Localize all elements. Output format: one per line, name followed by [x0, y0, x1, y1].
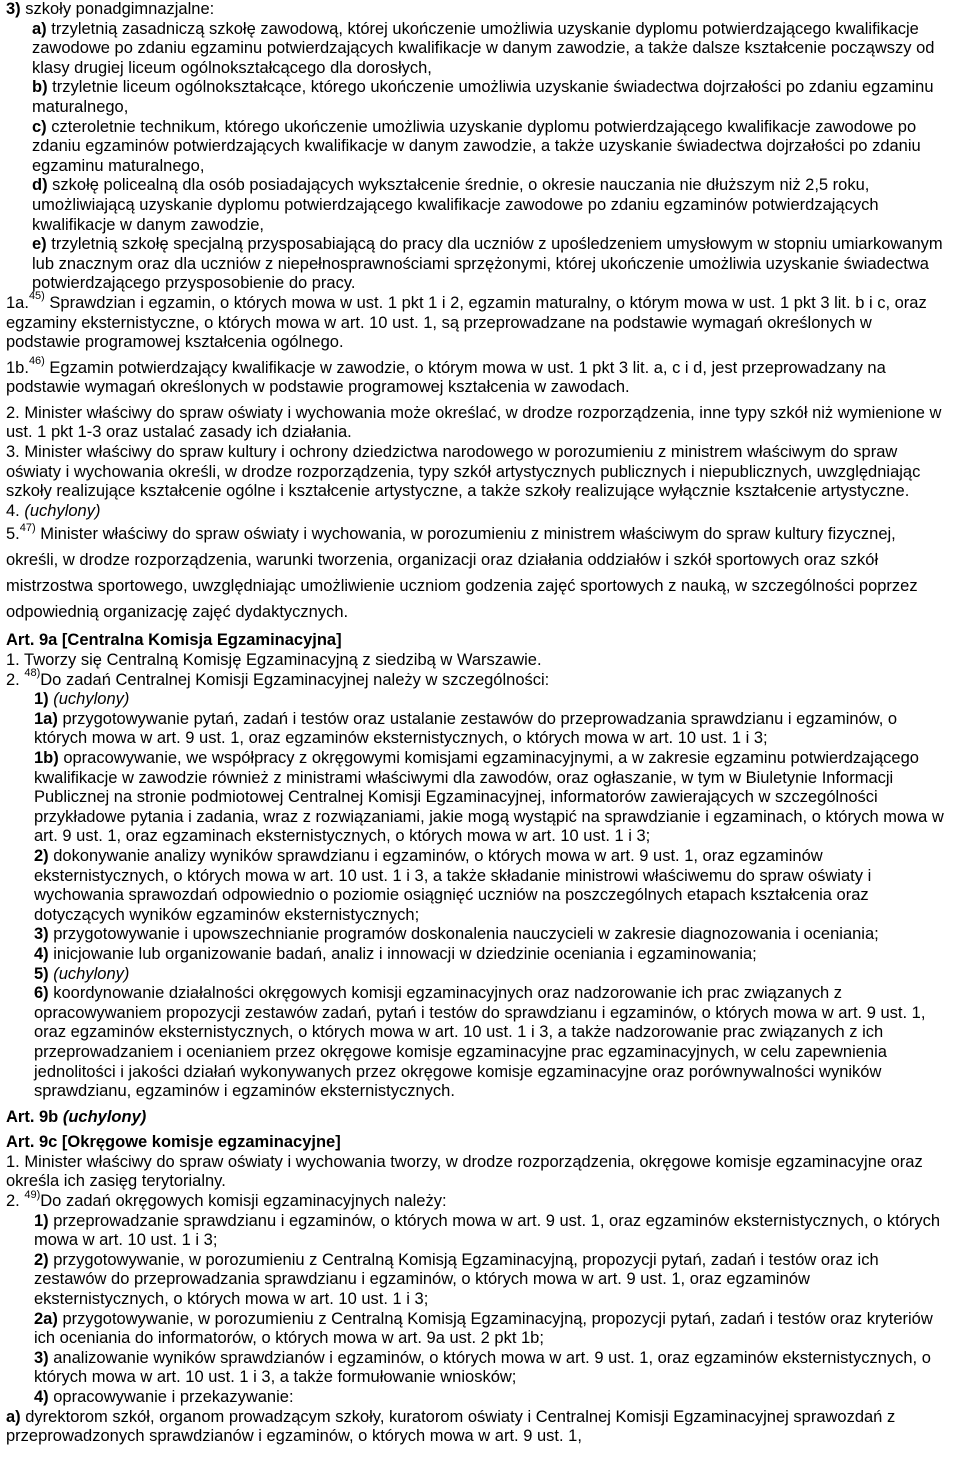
- item-label: 3): [6, 0, 21, 18]
- item-text: trzyletnie liceum ogólnokształcące, którego ukończenie umożliwia uzyskanie świadectwa dojrzałości po zdaniu egzaminu maturalnego,: [32, 78, 934, 116]
- paragraph-2: 2. Minister właściwy do spraw oświaty i wychowania może określać, w drodze rozporządzenia, inne typy szkół niż wymienione w ust. 1 pkt 1-3 oraz ustalać zasady ich działania.: [6, 403, 942, 442]
- art9a-tasks-list: [6, 690, 946, 1101]
- item-text: analizowanie wyników sprawdzianów i egzaminów, o których mowa w art. 9 ust. 1, oraz egzaminów eksternistycznych, o których mowa w art. 10 ust. 1 i 3, a także formułowanie wniosków;: [34, 1348, 931, 1387]
- footnote-ref[interactable]: 45): [28, 290, 45, 303]
- item-label: 1): [34, 690, 49, 709]
- list-item: [6, 118, 946, 177]
- item-label: 1): [34, 1211, 49, 1230]
- item-label: 4): [34, 1388, 49, 1406]
- list-item: [6, 710, 946, 749]
- art9a-paragraph-1: 1. Tworzy się Centralną Komisję Egzaminacyjną z siedzibą w Warszawie.: [6, 651, 542, 670]
- item-text: koordynowanie działalności okręgowych komisji egzaminacyjnych oraz nadzorowanie ich prac związanych z opracowywaniem propozycji zestawów zadań, pytań i testów do sprawdzianu i egzaminów, o których mowa w art. 9 ust. 1, oraz egzaminów eksternistycznych, o których mowa w art. 10 ust. 1 i 3, a także nadzorowanie prac związanych z ich przeprowadzaniem i ocenianiem przez okręgowe komisje egzaminacyjne prac egzaminacyjnych, w celu zapewnienia jednolitości i jakości działań wykonywanych przez okręgowe komisje egzaminacyjne oraz porównywalności wyników sprawdzianu, egzaminów i egzaminów eksternistycznych.: [34, 984, 926, 1101]
- item-label: 1a): [34, 709, 58, 728]
- item-label: d): [32, 176, 48, 195]
- item-text: inicjowanie lub organizowanie badań, analiz i innowacji w dziedzinie oceniania i egzaminowania;: [48, 944, 757, 963]
- list-item: [6, 176, 946, 235]
- art9c-item-4a: a) dyrektorom szkół, organom prowadzącym szkoły, kuratorom oświaty i Centralnej Komisji Egzaminacyjnej sprawozdań z przeprowadzonych sprawdzianów i egzaminów, o których mowa w art. 9 ust. 1,: [6, 1407, 896, 1446]
- item-text: opracowywanie, we współpracy z okręgowymi komisjami egzaminacyjnymi, a w zakresie egzaminu potwierdzającego kwalifikacje w zawodzie również z ministrami właściwymi dla zawodów, oraz ogłaszanie, w tym w Biuletynie Informacji Publicznej na stronie podmiotowej Centralnej Komisji Egzaminacyjnej, informatorów zawierających w szczególności przykładowe pytania i zadania, wraz z rozwiązaniami, jakie mogą wystąpić na sprawdzianie i egzaminach, o których mowa w art. 9 ust. 1, oraz egzaminach eksternistycznych, o których mowa w art. 10 ust. 1 i 3;: [34, 749, 944, 846]
- list-item: [6, 1251, 946, 1310]
- item-text: trzyletnią zasadniczą szkołę zawodową, której ukończenie umożliwia uzyskanie dyplomu potwierdzającego kwalifikacje zawodowe po zdaniu egzaminu potwierdzających kwalifikacje w danym zawodzie, a także dalsze kształcenie począwszy od klasy drugiej liceum ogólnokształcącego dla dorosłych,: [32, 19, 935, 77]
- footnote-ref[interactable]: 46): [28, 355, 45, 368]
- art9c-paragraph-2: 2. $^{49)}$Do zadań okręgowych komisji egzaminacyjnych należy:: [6, 1188, 447, 1211]
- art9a-paragraph-2: 2. $^{48)}$Do zadań Centralnej Komisji Egzaminacyjnej należy w szczególności:: [6, 667, 550, 689]
- item-label: a): [32, 19, 47, 38]
- article-9b-heading: Art. 9b (uchylony): [6, 1107, 147, 1126]
- item-label: 1b): [34, 749, 59, 767]
- list-item: [6, 78, 946, 117]
- footnote-ref[interactable]: 49): [24, 1188, 41, 1201]
- item-text: przygotowywanie, w porozumieniu z Centralną Komisją Egzaminacyjną, propozycji pytań, zadań i testów oraz ich zestawów do przeprowadzania sprawdzianu i egzaminów, o których mowa w art. 9 ust. 1, oraz egzaminów eksternistycznych, o których mowa w art. 10 ust. 1 i 3;: [34, 1250, 879, 1309]
- list-item: [6, 847, 946, 925]
- item-label: 2): [34, 1250, 49, 1269]
- item-label: b): [32, 78, 48, 97]
- footnote-ref[interactable]: 48): [24, 667, 41, 680]
- list-item: [6, 20, 946, 79]
- item-label: 2a): [34, 1309, 58, 1328]
- art9c-paragraph-1: 1. Minister właściwy do spraw oświaty i wychowania tworzy, w drodze rozporządzenia, okręgowe komisje egzaminacyjne oraz określa ich zasięg terytorialny.: [6, 1152, 923, 1191]
- item-label: 5): [34, 964, 49, 983]
- item-text: szkoły ponadgimnazjalne:: [20, 0, 215, 18]
- list-item: [6, 690, 946, 710]
- item-label: 2): [34, 846, 49, 865]
- paragraph-1b: 1b.$^{46)}$ Egzamin potwierdzający kwalifikacje w zawodzie, o którym mowa w ust. 1 pkt 3 lit. a, c i d, jest przeprowadzany na podstawie wymagań określonych w podstawie programowej kształcenia w zawodach.: [6, 355, 886, 397]
- list-item: [6, 945, 946, 965]
- list-item: [6, 749, 946, 847]
- item-text: przeprowadzanie sprawdzianu i egzaminów, o których mowa w art. 9 ust. 1, oraz egzaminów eksternistycznych, o których mowa w art. 10 ust. 1 i 3;: [34, 1211, 941, 1250]
- list-item: [6, 925, 946, 945]
- school-types-list: [6, 0, 946, 294]
- item-text: przygotowywanie, w porozumieniu z Centralną Komisją Egzaminacyjną, propozycji pytań, zadań i testów oraz kryteriów ich oceniania do informatorów, o których mowa w art. 9a ust. 2 pkt 1b;: [34, 1309, 933, 1348]
- item-text: (uchylony): [48, 964, 130, 983]
- item-text: szkołę policealną dla osób posiadających wykształcenie średnie, o okresie nauczania nie dłuższym niż 2,5 roku, umożliwiającą uzyskanie dyplomu potwierdzającego kwalifikacje zawodowe po zdaniu egzaminów potwierdzających kwalifikacje w danym zawodzie,: [32, 176, 879, 234]
- item-text: dokonywanie analizy wyników sprawdzianu i egzaminów, o których mowa w art. 9 ust. 1, oraz egzaminów eksternistycznych, o których mowa w art. 10 ust. 1 i 3, a także składanie ministrowi właściwemu do spraw oświaty i wychowania sprawozdań odpowiednio o poziomie osiągnięć uczniów na poszczególnych etapach kształcenia oraz dotyczących wyników egzaminów eksternistycznych;: [34, 846, 872, 924]
- item-label: 4): [34, 944, 49, 963]
- paragraph-1a: 1a.$^{45)}$ Sprawdzian i egzamin, o których mowa w ust. 1 pkt 1 i 2, egzamin maturalny, o którym mowa w ust. 1 pkt 3 lit. b i c, oraz egzaminy eksternistyczne, o których mowa w art. 10 ust. 1, są przeprowadzane na podstawie wymagań określonych w podstawie programowej kształcenia ogólnego.: [6, 290, 927, 352]
- list-item: [6, 1349, 946, 1388]
- paragraph-3: 3. Minister właściwy do spraw kultury i ochrony dziedzictwa narodowego w porozumieniu z ministrem właściwym do spraw oświaty i wychowania określi, w drodze rozporządzenia, typy szkół artystycznych publicznych i niepublicznych, uwzględniając szkoły realizujące kształcenie ogólne i kształcenie artystyczne, a także szkoły realizujące wyłącznie kształcenie artystyczne.: [6, 443, 921, 501]
- item-label: 3): [34, 925, 49, 944]
- item-label: c): [32, 117, 47, 136]
- article-9a-heading: Art. 9a [Centralna Komisja Egzaminacyjna]: [6, 631, 342, 650]
- item-text: przygotowywanie pytań, zadań i testów oraz ustalanie zestawów do przeprowadzania sprawdzianu i egzaminów, o których mowa w art. 9 ust. 1, oraz egzaminów eksternistycznych, o których mowa w art. 10 ust. 1 i 3;: [34, 709, 898, 748]
- art9c-tasks-list: [6, 1212, 946, 1408]
- item-label: 3): [34, 1348, 49, 1367]
- list-item: [6, 1310, 946, 1349]
- item-text: (uchylony): [48, 690, 130, 709]
- paragraph-5: 5.$^{47)}$ Minister właściwy do spraw oświaty i wychowania, w porozumieniu z ministrem właściwym do spraw kultury fizycznej, określi, w drodze rozporządzenia, warunki tworzenia, organizacji oraz działania oddziałów i szkół sportowych oraz szkół mistrzostwa sportowego, uwzględniając umożliwienie uczniom godzenia zajęć sportowych z nauką, w szczególności poprzez odpowiednią organizację zajęć dydaktycznych.: [6, 521, 918, 622]
- paragraph-4: 4. (uchylony): [6, 501, 101, 520]
- item-label: e): [32, 235, 47, 254]
- item-text: czteroletnie technikum, którego ukończenie umożliwia uzyskanie dyplomu potwierdzającego kwalifikacje zawodowe po zdaniu egzaminów potwierdzających kwalifikacje w danym zawodzie, a także uzyskanie świadectwa dojrzałości po zdaniu egzaminu maturalnego,: [32, 117, 921, 175]
- list-item: [6, 965, 946, 985]
- list-item: [6, 235, 946, 294]
- section-heading: [6, 0, 946, 20]
- list-item: [6, 984, 946, 1102]
- list-item: [6, 1212, 946, 1251]
- list-item: [6, 1388, 946, 1408]
- footnote-ref[interactable]: 47): [19, 521, 36, 534]
- item-text: przygotowywanie i upowszechnianie programów doskonalenia nauczycieli w zakresie diagnozowania i oceniania;: [48, 925, 879, 944]
- article-9c-heading: Art. 9c [Okręgowe komisje egzaminacyjne]: [6, 1133, 341, 1152]
- item-label: 6): [34, 984, 49, 1003]
- item-text: opracowywanie i przekazywanie:: [48, 1388, 294, 1406]
- item-text: trzyletnią szkołę specjalną przysposabiającą do pracy dla uczniów z upośledzeniem umysłowym w stopniu umiarkowanym lub znacznym oraz dla uczniów z niepełnosprawnościami sprzężonymi, której ukończenie umożliwia uzyskanie świadectwa potwierdzającego przysposobienie do pracy.: [32, 235, 943, 293]
